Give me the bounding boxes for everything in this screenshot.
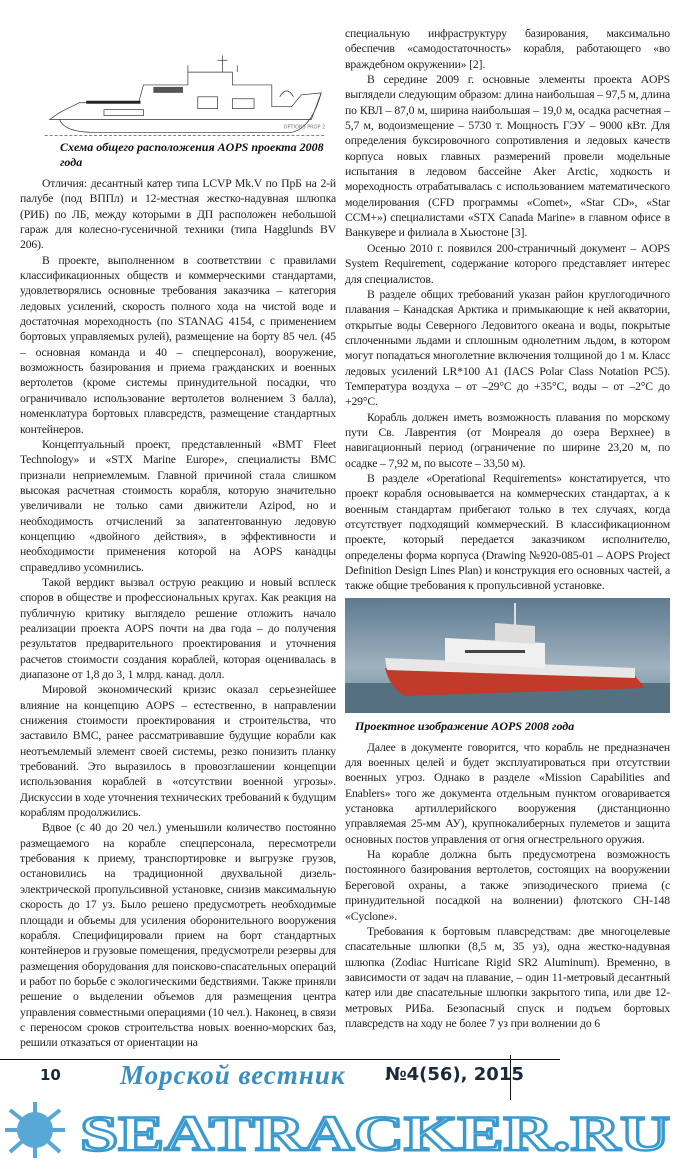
right-column-text-top <box>345 26 670 594</box>
left-column <box>20 0 336 1051</box>
photo-caption: Проектное изображение AOPS 2008 года <box>355 718 575 733</box>
left-column-text <box>20 176 336 1051</box>
paragraph: В проекте, выполненном в соответствии с правилами классификационных обществ и коммерческими стандартами, удовлетворялись основные требования заказчика – категория ледовых усилений, скорость полного хода на чистой воде и достаточная мореходность (по STANAG 4154, с применением бортовых управляемых рулей), размещение на борту 85 чел. (45 – основная команда и 40 – спецперсонал), вооружение, возможность базирования и приема гражданских и военных вертолетов (кроме системы принудительной посадки, что ограничивало использование вертолетов волнением 3 балла), номенклатура бортовых плавсредств, размещение стандартных контейнеров. <box>20 253 336 436</box>
right-column <box>345 0 670 1051</box>
drawing-caption: Схема общего расположения AOPS проекта 2008 года <box>60 140 324 169</box>
drawing-label: OPTIONS PROP 2 <box>283 124 326 131</box>
paragraph: Отличия: десантный катер типа LCVP Mk.V по ПрБ на 2-й палубе (под ВППл) и 12-местная жестко-надувная шлюпка (РИБ) по ЛБ, между которыми в ДП расположен небольшой гараж для колесно-гусеничной техники (типа Hagglunds BV 206). <box>20 177 336 252</box>
issue-number: №4(56), 2015 <box>385 1063 524 1085</box>
paragraph: Осенью 2010 г. появился 200-страничный документ – AOPS System Requirement, содержание которого представляет интерес для специалистов. <box>345 241 670 286</box>
right-column-text-bottom <box>345 740 670 1032</box>
paragraph: В середине 2009 г. основные элементы проекта AOPS выглядели следующим образом: длина наибольшая – 97,5 м, длина по КВЛ – 87,0 м, ширина наибольшая – 19,0 м, осадка расчетная – 5,7 м, водоизмещение – 5730 т. Мощность ГЭУ – 9000 кВт. Для определения буксировочного сопротивления и ледовых качеств корпуса новых главных размерений провели модельные испытания в ледовом бассейне Aker Arctic, ходкость и мореходность отрабатывалась с использованием математического моделирования (CFD программы «Comet», «Star CD», «Star CCM+») специалистами «STX Canada Marine» в главном офисе в Ванкувере и филиала в Хьюстоне [3]. <box>345 73 670 240</box>
magazine-name: Морской вестник <box>120 1059 346 1090</box>
ship-rendering-photo <box>345 598 670 713</box>
page-number: 10 <box>40 1065 61 1084</box>
paragraph: В разделе «Operational Requirements» констатируется, что проект корабля основывается на коммерческих стандартах, а к военным стандартам прибегают только в тех случаях, когда отсутствует подходящий коммерческий. В классификационном проекте, который передается заказчиком исполнителю, определены форма корпуса (Drawing №920-085-01 – AOPS Project Definition Design Lines Plan) и конструкция его основных частей, а также общие требования к пропульсивной установке. <box>345 471 670 593</box>
paragraph: На корабле должна быть предусмотрена возможность постоянного базирования вертолетов, состоящих на вооружении Береговой охраны, а также эпизодического приема (с принудительной посадкой на волнении) флотского CH-148 «Cyclone». <box>345 848 670 923</box>
seatracker-watermark-logo <box>0 1100 685 1160</box>
paragraph: В разделе общих требований указан район круглогодичного плавания – Канадская Арктика и примыкающие к ней акватории, открытые воды Северного Ледовитого океана и воды, покрытые сплоченными льдами и сплошным однолетним льдом, в котором могут попадаться многолетние включения толщиной до 1 м. Класс ледовых усилений LR*100 A1 (IACS Polar Class Notation PC5). Температура воздуха – от –29°С до +35°С, воды – от –2°С до +29°С. <box>345 287 670 409</box>
paragraph: Такой вердикт вызвал острую реакцию и новый всплеск споров в обществе и профессиональных кругах. Как реакция на публичную критику выглядело решение отложить начало реализации проекта AOPS почти на два года – до получения результатов предварительного проектирования и уточнения расчетов стоимости создания кораблей, которая оценивалась в диапазоне от 1,8 до 3, 1 млрд. канад. долл. <box>20 575 336 681</box>
watermark-text: SEATRACKER.RU <box>80 1104 670 1160</box>
paragraph: Требования к бортовым плавсредствам: две многоцелевые спасательные шлюпки (8,5 м, 35 уз), одна жестко-надувная шлюпка (Zodiac Hurricane Rigid SR2 Aluminum). Временно, в зависимости от задач на плавание, – один 11-метровый десантный катер или две спасательные шлюпки закрытого типа, или две 12-метровых РИБа. Безопасный спуск и подъем бортовых плавсредств на ходу не более 7 уз при волнении до 6 <box>345 924 670 1030</box>
paragraph: Концептуальный проект, представленный «BMT Fleet Technology» и «STX Marine Europe», специалисты ВМС признали неприемлемым. Главной причиной стала слишком высокая расчетная стоимость корабля, которую значительно увеличивали не только сами движители Azipod, но и необходимость отчислений за запатентованную ледовую концепцию «двойного действия», в эффективности и необходимости применения которой на AOPS канадцы справедливо усомнились. <box>20 437 336 574</box>
page-footer <box>0 1059 560 1100</box>
paragraph: Далее в документе говорится, что корабль не предназначен для военных целей и будет эксплуатироваться при отсутствии военных угроз. Однако в разделе «Mission Capabilities and Enablers» того же документа отдельным пунктом оговаривается установка артиллерийского вооружения (дистанционно управляемая 25-мм АУ), крупнокалиберных пулеметов и защита основных постов управления от огня огнестрельного оружия. <box>345 740 670 846</box>
ship-general-arrangement-drawing <box>25 25 336 137</box>
paragraph: Вдвое (с 40 до 20 чел.) уменьшили количество постоянно размещаемого на корабле спецперсонала, пересмотрели требования к приему, транспортировке и выгрузке грузов, остановились на традиционной двухвальной дизель-электрической пропульсивной установке, снизив максимальную скорость до 17 уз. Было решено предусмотреть необходимые площади и объемы для усиления оборонительного вооружения корабля. Специфицировали прием на борт стандартных контейнеров и грузовые помещения, предусмотрели резервы для размещения оборудования для поисково-спасательных операций и работ по борьбе с экологическими бедствиями. Также приняли решение о выделении объемов для размещения центра управления совместными операциями (10 чел.). Наконец, в связи с переносом сроков строительства новых военно-морских баз, решили отказаться от ориентации на <box>20 821 336 1050</box>
paragraph: Мировой экономический кризис оказал серьезнейшее влияние на концепцию AOPS – естественно, в направлении снижения стоимости проектирования и строительства, что заставило ВМС, ранее рассматривавшие будущие корабли как неотъемлемый элемент своей системы, резко понизить планку требований. Это выразилось в провозглашении концепции использования кораблей в «отсутствии военной угрозы». Дискуссии в ходе уточнения технических требований к будущим кораблям продолжились. <box>20 683 336 820</box>
paragraph: специальную инфраструктуру базирования, максимально обеспечив «самодостаточность» корабля, работающего «во враждебном окружении» [2]. <box>345 27 670 71</box>
paragraph: Корабль должен иметь возможность плавания по морскому пути Св. Лаврентия (от Монреаля до озера Верхнее) в навигационный период (ограничение по ширине 23,20 м, по осадке – 7,92 м, по высоте – 33,50 м). <box>345 410 670 470</box>
